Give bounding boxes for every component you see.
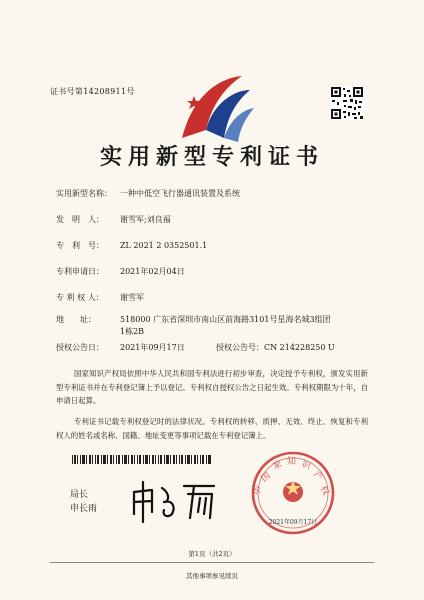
certificate-number: 证书号第14208911号 <box>50 87 135 96</box>
svg-text:知: 知 <box>287 457 297 467</box>
svg-text:识: 识 <box>299 459 312 472</box>
field-value: 一种中低空飞行器通讯装置及系统 <box>120 189 240 198</box>
cnipa-logo <box>172 68 256 148</box>
field-row-inventor <box>56 214 171 225</box>
svg-text:家: 家 <box>271 459 284 472</box>
barcode <box>72 455 212 464</box>
field-value: CN 214228250 U <box>264 343 335 352</box>
field-label: 实用新型名称： <box>56 189 112 198</box>
field-value: 2021年09月17日 <box>120 343 185 352</box>
body-paragraph-2: 专利证书记载专利权登记时的法律状况。专利权的转移、质押、无效、终止、恢复和专利权人的姓名或名称、国籍、地址变更等事项记载在专利登记簿上。 <box>56 417 368 440</box>
field-value: 谢雪军 <box>120 293 144 302</box>
body-paragraph-1: 国家知识产权局依照中华人民共和国专利法进行初步审查，决定授予专利权，颁发实用新型专利证书并在专利登记簿上予以登记。专利权自授权公告之日起生效。专利权期限为十年，自申请日起算。 <box>56 369 368 405</box>
field-row-patent-number <box>56 240 207 251</box>
svg-text:国: 国 <box>259 470 273 485</box>
field-label: 专利申请日： <box>56 267 104 276</box>
continue-note: 其他事项参见续页 <box>186 572 238 580</box>
page-indicator: 第1页（共2页） <box>188 550 236 558</box>
field-label: 专 利 号： <box>56 241 104 250</box>
svg-text:中: 中 <box>251 484 266 498</box>
svg-text:产: 产 <box>311 469 325 484</box>
footer-divider <box>50 562 374 563</box>
svg-text:权: 权 <box>317 484 331 498</box>
field-row-address <box>56 314 331 325</box>
qr-code <box>330 86 364 120</box>
field-row-name <box>56 188 240 199</box>
director-block <box>70 488 97 516</box>
field-value: 2021年02月04日 <box>120 267 185 276</box>
field-row-grant <box>56 342 335 353</box>
field-row-application-date <box>56 266 185 277</box>
field-value: 518000 广东省深圳市南山区前海路3101号星海名城3组团 <box>120 315 331 324</box>
certificate-title: 实用新型专利证书 <box>99 144 324 170</box>
director-title: 局长 <box>70 490 89 500</box>
field-row-patentee <box>56 292 144 303</box>
official-seal <box>250 450 336 536</box>
field-label: 地 址： <box>56 315 96 324</box>
field-label: 授权公告号： <box>216 343 264 352</box>
address-line-2: 1栋2B <box>120 327 145 336</box>
field-label: 授权公告日： <box>56 343 104 352</box>
director-name: 申长雨 <box>70 504 98 514</box>
handwritten-signature <box>128 478 218 524</box>
field-value: ZL 2021 2 0352501.1 <box>120 241 208 250</box>
field-label: 发 明 人： <box>56 215 104 224</box>
field-value: 谢雪军;刘良福 <box>120 215 171 224</box>
seal-date: 2021年09月17日 <box>268 519 318 526</box>
field-label: 专 利 权 人： <box>56 293 104 302</box>
